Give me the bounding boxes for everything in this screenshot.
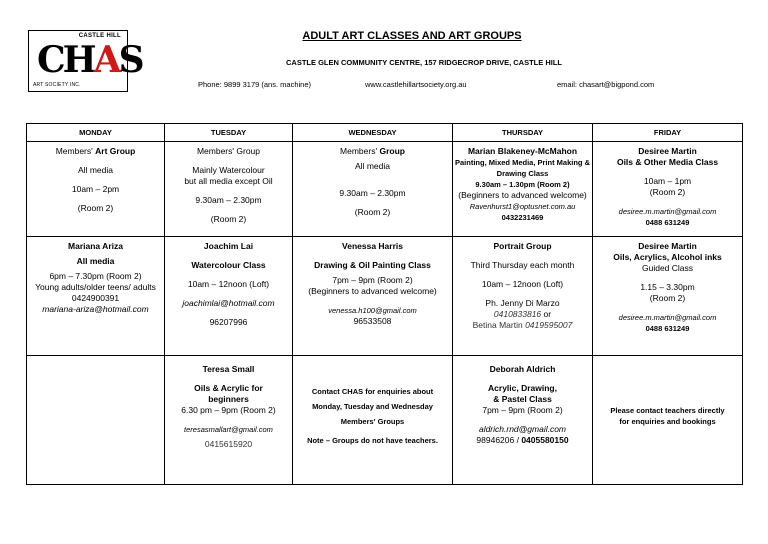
teacher-phone: 0488 631249 [645,324,690,333]
class-time: 10am – 2pm [71,184,120,194]
teacher-email[interactable]: desiree.m.martin@gmail.com [618,313,717,322]
cell-friday-3 [593,356,743,485]
contact-phone: 0410833816 or [493,309,552,319]
table-row [27,237,743,356]
cell-friday-1 [593,142,743,237]
class-title: Members' Group [196,146,261,156]
page-title: ADULT ART CLASSES AND ART GROUPS [302,30,522,42]
table-row [27,142,743,237]
class-description: Oils & Other Media Class [616,157,719,167]
class-description: beginners [208,394,249,404]
class-description: & Pastel Class [493,394,552,404]
teacher-phone: 96533508 [353,316,392,326]
cell-thursday-1 [453,142,593,237]
header-tuesday: TUESDAY [165,124,293,142]
teacher-phone: 96207996 [209,317,248,327]
teacher-email[interactable]: desiree.m.martin@gmail.com [618,207,717,216]
class-subtitle: Guided Class [641,263,694,273]
teacher-email[interactable]: aldrich.rnd@gmail.com [478,424,567,434]
class-time: 10am – 12noon (Loft) [187,279,270,289]
class-description: Watercolour Class [191,260,266,270]
logo-top-text: CASTLE HILL [78,33,121,39]
cell-tuesday-2 [165,237,293,356]
cell-tuesday-1 [165,142,293,237]
teacher-phone: 0424900391 [71,293,120,303]
header-thursday: THURSDAY [453,124,593,142]
contact-name: Ph. Jenny Di Marzo [485,298,560,308]
class-room: (Room 2) [77,203,114,213]
class-room: (Room 2) [649,187,686,197]
class-description: Drawing & Oil Painting Class [314,260,431,270]
cell-wednesday-1 [293,142,453,237]
class-time: 9.30am – 1.30pm (Room 2) [475,180,570,189]
contact-teachers-note: Please contact teachers directly for enquiries and bookings [610,406,725,426]
teacher-email[interactable]: venessa.h100@gmail.com [328,306,417,315]
cell-monday-1 [27,142,165,237]
teacher-email[interactable]: joachimlai@hotmail.com [182,298,275,308]
class-description: Painting, Mixed Media, Print Making & Drawing Class [455,158,591,178]
class-description: Oils & Acrylic for [194,383,263,393]
cell-wednesday-3 [293,356,453,485]
venue-address: CASTLE GLEN COMMUNITY CENTRE, 157 RIDGECROP DRIVE, CASTLE HILL [286,58,562,67]
class-time: 9.30am – 2.30pm [195,195,262,205]
teacher-phone: 0415615920 [204,439,253,449]
group-schedule: Third Thursday each month [470,260,575,270]
class-media: All media [76,256,115,266]
class-media: but all media except Oil [184,176,273,186]
teacher-name: Venessa Harris [342,241,403,251]
teacher-name: Desiree Martin [638,241,697,251]
schedule-table [26,123,743,485]
table-row [27,356,743,485]
phone-contact: Phone: 9899 3179 (ans. machine) [198,80,311,89]
teacher-email[interactable]: teresasmallart@gmail.com [184,425,273,434]
enquiry-note: Contact CHAS for enquiries about Monday, Tuesday and Wednesday Members' Groups [311,387,434,426]
cell-thursday-3 [453,356,593,485]
logo-main-text: CHAS [37,39,142,81]
teacher-phone: 0488 631249 [645,218,690,227]
teacher-name: Mariana Ariza [68,241,123,251]
class-media: Mainly Watercolour [192,165,265,175]
class-room: (Room 2) [649,293,686,303]
header-friday: FRIDAY [593,124,743,142]
class-time: 6.30 pm – 9pm (Room 2) [181,405,276,415]
cell-monday-3 [27,356,165,485]
class-media: All media [355,161,390,171]
teacher-email[interactable]: mariana-ariza@hotmail.com [42,304,149,314]
class-time: 10am – 12noon (Loft) [481,279,564,289]
class-title: Members' Group [340,146,405,156]
class-level: (Beginners to advanced welcome) [308,286,437,296]
cell-thursday-2 [453,237,593,356]
teacher-email[interactable]: Ravenhurst1@optusnet.com.au [469,202,576,211]
class-description: Oils, Acrylics, Alcohol inks [613,252,722,262]
cell-wednesday-2 [293,237,453,356]
teachers-note: Note – Groups do not have teachers. [307,436,438,445]
class-title: Members' Art Group [55,146,136,156]
class-time: 1.15 – 3.30pm [640,282,695,292]
class-time: 6pm – 7.30pm (Room 2) [49,271,142,281]
class-description: Acrylic, Drawing, [488,383,557,393]
class-room: (Room 2) [210,214,247,224]
logo-bottom-text: ART SOCIETY INC. [33,82,81,88]
class-time: 9.30am – 2.30pm [339,188,406,198]
teacher-name: Desiree Martin [638,146,697,156]
class-time: 7pm – 9pm (Room 2) [332,275,413,285]
group-name: Portrait Group [493,241,552,251]
teacher-name: Marian Blakeney-McMahon [467,146,578,156]
teacher-phone: 0432231469 [501,213,544,222]
cell-tuesday-3 [165,356,293,485]
class-time: 7pm – 9pm (Room 2) [482,405,563,415]
class-level: Young adults/older teens/ adults [35,282,156,292]
cell-monday-2 [27,237,165,356]
email-contact[interactable]: email: chasart@bigpond.com [557,80,655,89]
class-media: All media [78,165,113,175]
header-wednesday: WEDNESDAY [293,124,453,142]
cell-friday-2 [593,237,743,356]
class-level: (Beginners to advanced welcome) [458,190,587,200]
teacher-name: Joachim Lai [203,241,254,251]
class-time: 10am – 1pm [643,176,692,186]
website-link[interactable]: www.castlehillartsociety.org.au [365,80,467,89]
day-header-row [27,124,743,142]
teacher-phone: 98946206 / 0405580150 [476,435,569,445]
class-room: (Room 2) [354,207,391,217]
header-monday: MONDAY [27,124,165,142]
teacher-name: Deborah Aldrich [489,364,556,374]
teacher-name: Teresa Small [202,364,255,374]
contact-line: Betina Martin 0419595007 [472,320,573,330]
